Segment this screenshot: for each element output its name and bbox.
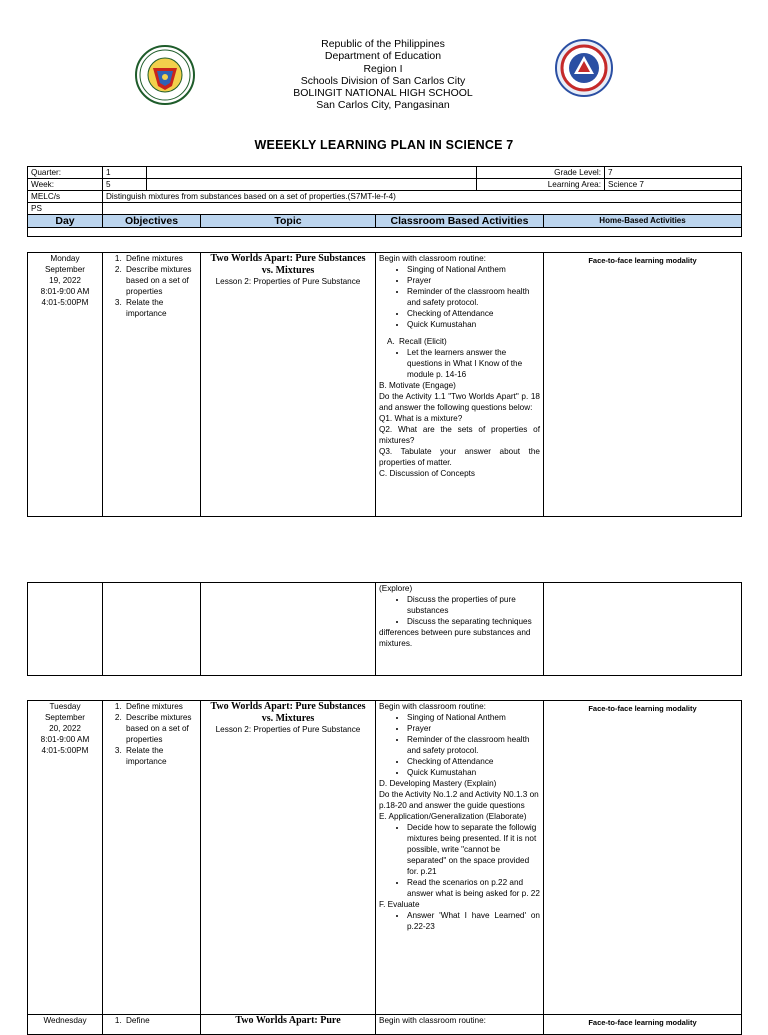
col-classroom: Classroom Based Activities xyxy=(376,215,544,228)
monday-row xyxy=(28,253,742,517)
grade-level-label: Grade Level: xyxy=(477,167,605,179)
explore-item: • Discuss the properties of pure substances xyxy=(407,594,540,616)
monday-plan-table xyxy=(27,252,742,517)
question-1: Q1. What is a mixture? xyxy=(379,414,463,423)
tuesday-plan-table xyxy=(27,700,742,1035)
routine-item: • Checking of Attendance xyxy=(407,756,540,767)
topic-title: Two Worlds Apart: Pure xyxy=(235,1015,341,1026)
day-time-pm: 4:01-5:00PM xyxy=(41,746,89,755)
objective-item: 1. Define mixtures xyxy=(124,253,197,264)
recall-heading: A. Recall (Elicit) xyxy=(397,336,540,347)
wednesday-objectives xyxy=(103,1015,201,1035)
monday-day-cell xyxy=(28,253,103,517)
day-time-am: 8:01-9:00 AM xyxy=(40,287,90,296)
tuesday-row xyxy=(28,701,742,1015)
evaluate-item: • Answer 'What I have Learned' on p.22-23 xyxy=(407,910,540,932)
activity-text: Do the Activity 1.1 "Two Worlds Apart" p. 18 and answer the following questions below: xyxy=(379,392,540,412)
explore-heading: (Explore) xyxy=(379,584,413,593)
quarter-label: Quarter: xyxy=(28,167,103,179)
wednesday-topic xyxy=(201,1015,376,1035)
quarter-row xyxy=(28,167,742,179)
letterhead-republic: Republic of the Philippines xyxy=(321,38,445,50)
objective-item: 2. Describe mixtures based on a set of properties xyxy=(124,712,197,745)
routine-item: • Singing of National Anthem xyxy=(407,264,540,275)
application-item: • Read the scenarios on p.22 and answer what is being asked for p. 22 xyxy=(407,877,540,899)
ps-row xyxy=(28,203,742,215)
mastery-text: Do the Activity No.1.2 and Activity N0.1.3 on p.18-20 and answer the guide questions xyxy=(379,790,539,810)
question-2: Q2. What are the sets of properties of mixtures? xyxy=(379,425,540,445)
explore-item: • Discuss the separating techniques xyxy=(407,616,540,627)
day-time-am: 8:01-9:00 AM xyxy=(40,735,90,744)
routine-item: • Checking of Attendance xyxy=(407,308,540,319)
objective-item: 1. Define mixtures xyxy=(124,701,197,712)
tuesday-home-activities: Face-to-face learning modality xyxy=(544,701,742,1015)
col-objectives: Objectives xyxy=(103,215,201,228)
topic-title: Two Worlds Apart: Pure Substances vs. Mixtures xyxy=(210,253,366,276)
day-month: September xyxy=(44,713,86,722)
melc-value: Distinguish mixtures from substances based on a set of properties.(S7MT-le-f-4) xyxy=(103,191,742,203)
objective-item: 3. Relate the importance xyxy=(124,745,197,767)
day-time-pm: 4:01-5:00PM xyxy=(41,298,89,307)
routine-item: • Prayer xyxy=(407,275,540,286)
letterhead-department: Department of Education xyxy=(324,50,442,63)
grade-level-value: 7 xyxy=(605,167,742,179)
wednesday-home-activities: Face-to-face learning modality xyxy=(544,1015,742,1035)
letterhead-school: BOLINGIT NATIONAL HIGH SCHOOL xyxy=(293,87,473,100)
col-topic: Topic xyxy=(201,215,376,228)
continuation-table xyxy=(27,582,742,676)
routine-heading: Begin with classroom routine: xyxy=(379,254,486,263)
continuation-row xyxy=(28,583,742,676)
schools-division-seal-logo xyxy=(132,44,198,106)
day-name: Monday xyxy=(50,254,80,263)
explore-tail: differences between pure substances and mixtures. xyxy=(379,628,531,648)
day-month: September xyxy=(44,265,86,274)
monday-objectives xyxy=(103,253,201,517)
objective-item: 1. Define xyxy=(124,1015,197,1026)
mastery-heading: D. Developing Mastery (Explain) xyxy=(379,779,497,788)
letterhead xyxy=(200,38,566,112)
tuesday-classroom-activities xyxy=(376,701,544,1015)
week-value: 5 xyxy=(103,179,147,191)
melc-label: MELC/s xyxy=(28,191,103,203)
quarter-value: 1 xyxy=(103,167,147,179)
routine-item: • Reminder of the classroom health and safety protocol. xyxy=(407,286,540,308)
evaluate-heading: F. Evaluate xyxy=(379,900,420,909)
column-header-table xyxy=(27,214,742,237)
routine-heading: Begin with classroom routine: xyxy=(379,702,486,711)
wednesday-classroom-activities: Begin with classroom routine: xyxy=(376,1015,544,1035)
tuesday-objectives xyxy=(103,701,201,1015)
monday-classroom-activities xyxy=(376,253,544,517)
day-date: 19, 2022 xyxy=(49,276,81,285)
routine-item: • Prayer xyxy=(407,723,540,734)
topic-lesson: Lesson 2: Properties of Pure Substance xyxy=(215,725,361,734)
letterhead-division: Schools Division of San Carlos City xyxy=(300,74,466,87)
learning-area-value: Science 7 xyxy=(605,179,742,191)
routine-item: • Quick Kumustahan xyxy=(407,767,540,778)
topic-title: Two Worlds Apart: Pure Substances vs. Mixtures xyxy=(210,701,366,724)
question-3: Q3. Tabulate your answer about the properties of matter. xyxy=(379,447,540,467)
recall-item: • Let the learners answer the questions in What I Know of the module p. 14-16 xyxy=(407,347,540,380)
objective-item: 3. Relate the importance xyxy=(124,297,197,319)
plan-info-table xyxy=(27,166,742,215)
melc-row xyxy=(28,191,742,203)
application-item: • Decide how to separate the followig mixtures being presented. If it is not possible, write "cannot be separated" on the space provided for. p.21 xyxy=(407,822,540,877)
column-header-row xyxy=(28,215,742,228)
letterhead-region: Region I xyxy=(363,62,403,75)
wednesday-row xyxy=(28,1015,742,1035)
application-heading: E. Application/Generalization (Elaborate) xyxy=(379,812,527,821)
week-label: Week: xyxy=(28,179,103,191)
day-name: Tuesday xyxy=(49,702,81,711)
wednesday-day-cell: Wednesday xyxy=(28,1015,103,1035)
motivate-heading: B. Motivate (Engage) xyxy=(379,381,456,390)
document-title: WEEEKLY LEARNING PLAN IN SCIENCE 7 xyxy=(254,138,514,152)
monday-topic xyxy=(201,253,376,517)
tuesday-topic xyxy=(201,701,376,1015)
monday-home-activities: Face-to-face learning modality xyxy=(544,253,742,517)
col-home: Home-Based Activities xyxy=(544,215,742,228)
col-day: Day xyxy=(28,215,103,228)
tuesday-day-cell xyxy=(28,701,103,1015)
continuation-activities xyxy=(376,583,544,676)
ps-label: PS xyxy=(28,203,103,215)
day-date: 20, 2022 xyxy=(49,724,81,733)
routine-item: • Quick Kumustahan xyxy=(407,319,540,330)
objective-item: 2. Describe mixtures based on a set of properties xyxy=(124,264,197,297)
discussion-heading: C. Discussion of Concepts xyxy=(379,469,476,478)
topic-lesson: Lesson 2: Properties of Pure Substance xyxy=(215,277,361,286)
learning-area-label: Learning Area: xyxy=(477,179,605,191)
letterhead-address: San Carlos City, Pangasinan xyxy=(316,99,450,112)
week-row xyxy=(28,179,742,191)
routine-item: • Singing of National Anthem xyxy=(407,712,540,723)
routine-item: • Reminder of the classroom health and safety protocol. xyxy=(407,734,540,756)
